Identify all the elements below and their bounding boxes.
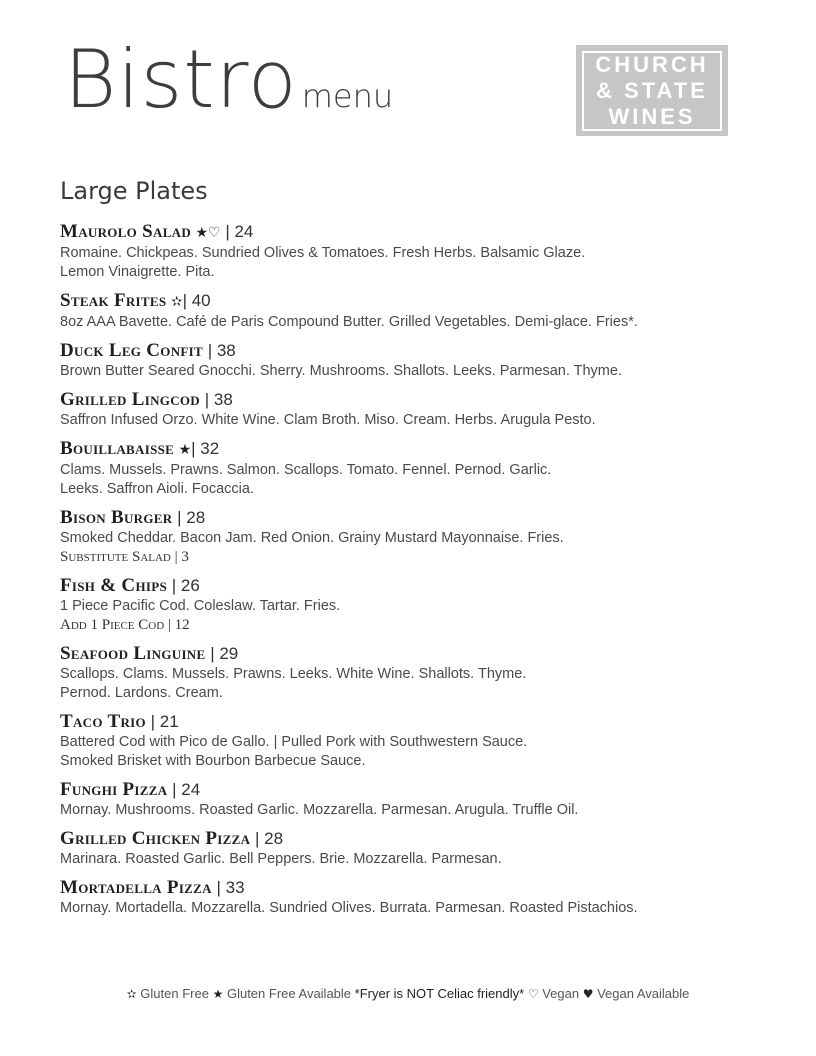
dish-addon: Substitute Salad | 3 xyxy=(60,549,189,565)
title-menu: menu xyxy=(301,77,394,115)
dish-price: | 38 xyxy=(200,390,233,409)
dish-price: | 26 xyxy=(167,576,200,595)
dish-description: 1 Piece Pacific Cod. Coleslaw. Tartar. Fries. xyxy=(60,598,341,614)
legend-gluten-free: Gluten Free xyxy=(140,986,209,1001)
menu-item-duck-leg-confit xyxy=(60,339,760,381)
menu-item-funghi-pizza xyxy=(60,778,760,820)
dish-description: Scallops. Clams. Mussels. Prawns. Leeks. White Wine. Shallots. Thyme. xyxy=(60,666,527,682)
dish-description: Romaine. Chickpeas. Sundried Olives & Tomatoes. Fresh Herbs. Balsamic Glaze. xyxy=(60,245,586,261)
dish-price: | 28 xyxy=(250,829,284,848)
menu-item-mortadella-pizza xyxy=(60,876,760,918)
vegan-available-icon: ♥ xyxy=(582,987,594,1001)
dish-description: Clams. Mussels. Prawns. Salmon. Scallops. Tomato. Fennel. Pernod. Garlic. xyxy=(60,462,552,478)
dish-description: Mornay. Mortadella. Mozzarella. Sundried Olives. Burrata. Parmesan. Roasted Pistachios. xyxy=(60,900,638,916)
dish-name: Grilled Lingcod xyxy=(60,389,200,410)
dish-name: Taco Trio xyxy=(60,711,146,732)
dish-name: Funghi Pizza xyxy=(60,779,168,800)
logo-frame xyxy=(582,51,722,131)
legend-gluten-free-available: Gluten Free Available xyxy=(226,986,352,1001)
legend-fryer-note: *Fryer is NOT Celiac friendly* xyxy=(354,986,525,1001)
logo-line-1: CHURCH xyxy=(595,51,709,77)
gluten-free-available-icon: ★ xyxy=(212,987,224,1001)
menu-item-steak-frites xyxy=(60,289,760,332)
dietary-marks: ★ xyxy=(174,442,192,458)
dish-description: Smoked Cheddar. Bacon Jam. Red Onion. Grainy Mustard Mayonnaise. Fries. xyxy=(60,530,564,546)
menu-item-bison-burger xyxy=(60,506,760,567)
menu-item-grilled-lingcod xyxy=(60,388,760,430)
section-title: Large Plates xyxy=(60,177,208,205)
dish-price: | 28 xyxy=(172,508,206,527)
legend-vegan-available: Vegan Available xyxy=(597,986,690,1001)
menu-item-grilled-chicken-pizza xyxy=(60,827,760,869)
dish-price: | 24 xyxy=(220,222,254,241)
dietary-marks: ★♡ xyxy=(191,225,221,241)
dish-description-2: Leeks. Saffron Aioli. Focaccia. xyxy=(60,481,254,497)
dish-price: | 24 xyxy=(167,780,201,799)
dish-name: Grilled Chicken Pizza xyxy=(60,828,251,849)
logo-line-3: WINES xyxy=(608,103,696,129)
title-bistro: Bistro xyxy=(64,33,298,126)
dish-description-2: Smoked Brisket with Bourbon Barbecue Sauce. xyxy=(60,753,366,769)
dish-name: Mortadella Pizza xyxy=(60,877,212,898)
dish-addon: Add 1 Piece Cod | 12 xyxy=(60,617,190,633)
dish-description: Mornay. Mushrooms. Roasted Garlic. Mozzarella. Parmesan. Arugula. Truffle Oil. xyxy=(60,802,579,818)
dish-description: Saffron Infused Orzo. White Wine. Clam Broth. Miso. Cream. Herbs. Arugula Pesto. xyxy=(60,412,596,428)
menu-title xyxy=(64,33,394,126)
menu-item-bouillabaisse xyxy=(60,437,760,499)
menu-list xyxy=(60,220,760,925)
dish-name: Fish & Chips xyxy=(60,575,167,596)
legend-vegan: Vegan xyxy=(542,986,580,1001)
dish-name: Steak Frites xyxy=(60,290,167,311)
dish-price: | 21 xyxy=(145,712,179,731)
menu-item-taco-trio xyxy=(60,710,760,771)
dish-name: Seafood Linguine xyxy=(60,643,206,664)
dish-price: | 29 xyxy=(205,644,239,663)
dish-name: Bouillabaisse xyxy=(60,438,175,459)
menu-item-maurolo-salad xyxy=(60,220,760,282)
dish-price: | 38 xyxy=(202,341,236,360)
dietary-legend xyxy=(0,986,816,1001)
gluten-free-icon: ✫ xyxy=(126,987,137,1001)
dish-name: Maurolo Salad xyxy=(60,221,192,242)
dish-description: Brown Butter Seared Gnocchi. Sherry. Mushrooms. Shallots. Leeks. Parmesan. Thyme. xyxy=(60,363,622,379)
dish-price: | 33 xyxy=(211,878,245,897)
dietary-marks: ✫ xyxy=(166,294,183,310)
dish-description: Marinara. Roasted Garlic. Bell Peppers. Brie. Mozzarella. Parmesan. xyxy=(60,851,502,867)
dish-price: | 40 xyxy=(182,291,211,310)
dish-description-2: Lemon Vinaigrette. Pita. xyxy=(60,264,215,280)
dish-name: Duck Leg Confit xyxy=(60,340,203,361)
vegan-icon: ♡ xyxy=(527,987,539,1001)
church-state-wines-logo xyxy=(576,45,728,136)
dish-name: Bison Burger xyxy=(60,507,173,528)
dish-description-2: Pernod. Lardons. Cream. xyxy=(60,685,223,701)
dish-price: | 32 xyxy=(191,439,220,458)
menu-item-fish-and-chips xyxy=(60,574,760,635)
logo-line-2: & STATE xyxy=(596,77,708,103)
menu-item-seafood-linguine xyxy=(60,642,760,703)
dish-description: 8oz AAA Bavette. Café de Paris Compound Butter. Grilled Vegetables. Demi-glace. Fries*. xyxy=(60,314,638,330)
dish-description: Battered Cod with Pico de Gallo. | Pulled Pork with Southwestern Sauce. xyxy=(60,734,528,750)
